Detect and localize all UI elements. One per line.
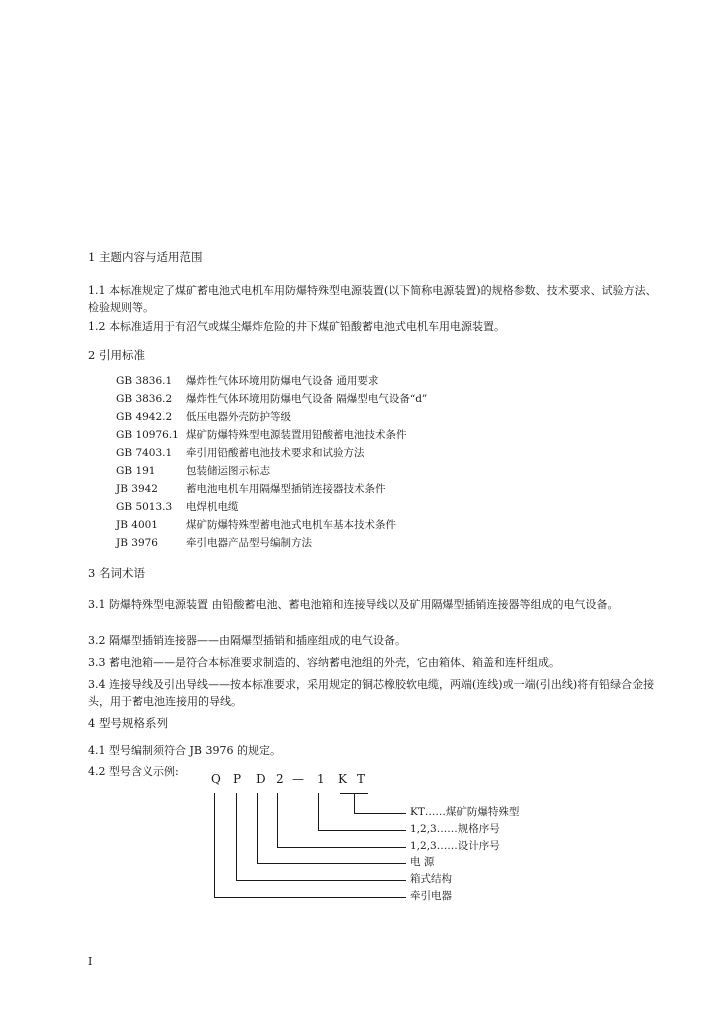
box-connector-horizontal [236,880,406,881]
ref-title: 牵引用铅酸蓄电池技术要求和试验方法 [186,447,365,459]
code-char-d: D [256,772,266,786]
ref-code: JB 3976 [116,537,158,549]
power-connector-vertical [257,793,258,863]
kt-connector-vertical [354,793,355,813]
ref-title: 牵引电器产品型号编制方法 [186,537,312,549]
ref-title: 爆炸性气体环境用防爆电气设备 隔爆型电气设备“d” [186,393,428,405]
design-connector-horizontal [277,847,406,848]
ref-title: 电焊机电缆 [186,501,239,513]
spec-connector-horizontal [318,830,406,831]
traction-connector-horizontal [214,897,406,898]
section-2-heading: 2 引用标准 [88,348,145,362]
ref-title: 低压电器外壳防护等级 [186,411,291,423]
legend-traction-appliance: 牵引电器 [410,890,452,902]
legend-spec-seq: 1,2,3……规格序号 [410,823,500,835]
ref-title: 爆炸性气体环境用防爆电气设备 通用要求 [186,375,379,387]
clause-3-3: 3.3 蓄电池箱——是符合本标准要求制造的、容纳蓄电池组的外壳，它由箱体、箱盖和连杆组成。 [88,656,560,669]
ref-code: GB 5013.3 [116,501,173,513]
ref-code: GB 3836.1 [116,375,173,387]
legend-power: 电 源 [410,856,435,868]
clause-4-1: 4.1 型号编制须符合 JB 3976 的规定。 [88,744,281,757]
kt-connector-horizontal [354,813,406,814]
code-char-q: Q [211,772,221,786]
ref-code: GB 10976.1 [116,429,179,441]
ref-code: GB 191 [116,465,156,477]
design-connector-vertical [277,793,278,847]
section-4-heading: 4 型号规格系列 [88,716,168,730]
ref-title: 蓄电池电机车用隔爆型插销连接器技术条件 [186,483,386,495]
ref-title: 包装储运图示标志 [186,465,270,477]
clause-3-4: 3.4 连接导线及引出导线——按本标准要求，采用规定的铜芯橡胶软电缆，两端(连线)或一端(引出线)将有铅绿合金接头，用于蓄电池连接用的导线。 [88,678,655,708]
ref-code: GB 3836.2 [116,393,173,405]
page-number: I [88,955,93,968]
ref-code: JB 4001 [116,519,158,531]
clause-4-2: 4.2 型号含义示例: [88,765,179,778]
code-char-k: K [338,772,347,786]
power-connector-horizontal [257,863,406,864]
section-1-heading: 1 主题内容与适用范围 [88,250,203,264]
code-char-1: 1 [317,772,325,786]
legend-kt: KT……煤矿防爆特殊型 [410,806,520,818]
section-3-heading: 3 名词术语 [88,566,145,580]
code-char-2: 2 [276,772,284,786]
clause-1-2: 1.2 本标准适用于有沼气或煤尘爆炸危险的井下煤矿铅酸蓄电池式电机车用电源装置。 [88,320,505,333]
code-char-dash: — [292,772,304,786]
ref-title: 煤矿防爆特殊型蓄电池式电机车基本技术条件 [186,519,396,531]
clause-3-1: 3.1 防爆特殊型电源装置 由铅酸蓄电池、蓄电池箱和连接导线以及矿用隔爆型插销连接器等组成的电气设备。 [88,598,619,611]
clause-1-1: 1.1 本标准规定了煤矿蓄电池式电机车用防爆特殊型电源装置(以下简称电源装置)的规格参数、技术要求、试验方法、检验规则等。 [88,284,657,314]
ref-code: GB 7403.1 [116,447,173,459]
ref-title: 煤矿防爆特殊型电源装置用铅酸蓄电池技术条件 [186,429,407,441]
ref-code: JB 3942 [116,483,158,495]
legend-design-seq: 1,2,3……设计序号 [410,840,500,852]
traction-connector-vertical [214,793,215,897]
code-char-p: P [233,772,242,786]
code-char-t: T [357,772,366,786]
clause-3-2: 3.2 隔爆型插销连接器——由隔爆型插销和插座组成的电气设备。 [88,634,406,647]
ref-code: GB 4942.2 [116,411,173,423]
legend-box-structure: 箱式结构 [410,873,452,885]
spec-connector-vertical [318,793,319,830]
box-connector-vertical [236,793,237,880]
